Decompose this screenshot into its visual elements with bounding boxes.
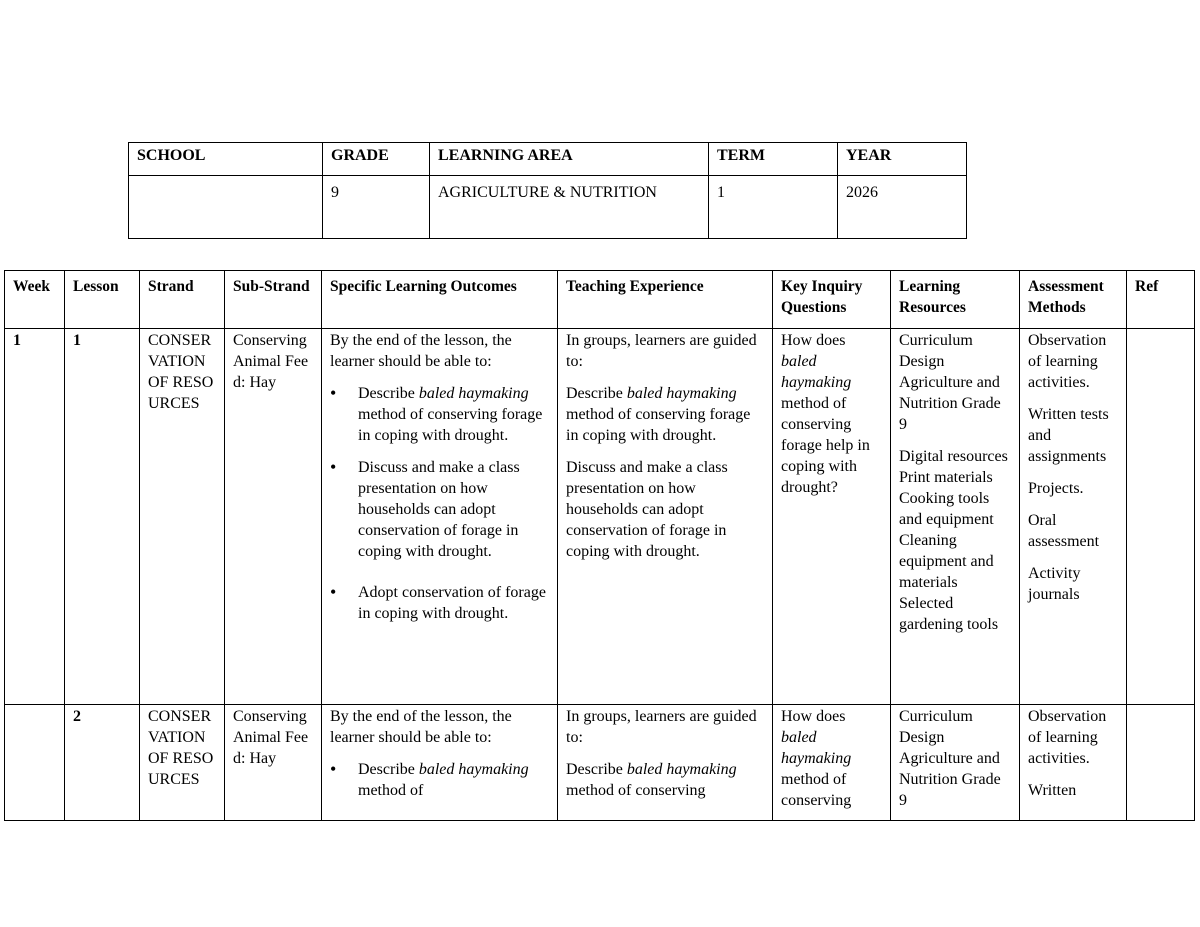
resources-item: Cleaning equipment and materials <box>899 532 994 591</box>
year-value: 2026 <box>838 176 967 239</box>
experience-item: Discuss and make a class presentation on how households can adopt conservation of forage in coping with drought. <box>566 459 728 560</box>
resources-cell <box>891 705 1020 821</box>
resources-text: Curriculum Design Agriculture and Nutrition Grade 9 <box>899 708 1001 809</box>
week-cell: 1 <box>5 329 65 705</box>
experience-intro: In groups, learners are guided to: <box>566 332 757 370</box>
school-label: SCHOOL <box>129 143 323 176</box>
list-item: • Discuss and make a class presentation on how households can adopt conservation of forage in coping with drought. <box>330 457 549 562</box>
col-week: Week <box>5 271 65 329</box>
school-value <box>129 176 323 239</box>
outcomes-intro: By the end of the lesson, the learner should be able to: <box>330 332 512 370</box>
sub-strand-cell: Conserving Animal Feed: Hay <box>225 329 322 705</box>
lesson-cell: 2 <box>65 705 140 821</box>
learning-area-label: LEARNING AREA <box>430 143 709 176</box>
col-sub-strand: Sub-Strand <box>225 271 322 329</box>
table-row <box>5 329 1195 705</box>
assessment-item: Projects. <box>1028 480 1084 497</box>
table-row <box>5 705 1195 821</box>
col-outcomes: Specific Learning Outcomes <box>322 271 558 329</box>
questions-cell: How does baled haymaking method of conserving forage help in coping with drought? <box>773 329 891 705</box>
experience-item: Describe baled haymaking method of conserving <box>566 761 737 799</box>
assessment-item: Written <box>1028 782 1077 799</box>
experience-cell <box>558 329 773 705</box>
scheme-header-row <box>5 271 1195 329</box>
resources-item: Print materials <box>899 469 993 486</box>
outcomes-cell <box>322 705 558 821</box>
outcomes-cell <box>322 329 558 705</box>
week-cell <box>5 705 65 821</box>
resources-item: Selected gardening tools <box>899 595 999 633</box>
year-label: YEAR <box>838 143 967 176</box>
col-experience: Teaching Experience <box>558 271 773 329</box>
col-resources: Learning Resources <box>891 271 1020 329</box>
col-assessment: Assessment Methods <box>1020 271 1127 329</box>
header-value-row <box>129 176 967 239</box>
col-questions: Key Inquiry Questions <box>773 271 891 329</box>
questions-cell: How does baled haymaking method of conserving <box>773 705 891 821</box>
assessment-cell <box>1020 705 1127 821</box>
experience-cell <box>558 705 773 821</box>
assessment-cell <box>1020 329 1127 705</box>
learning-area-value: AGRICULTURE & NUTRITION <box>430 176 709 239</box>
list-item: • Describe baled haymaking method of conserving forage in coping with drought. <box>330 383 549 446</box>
experience-intro: In groups, learners are guided to: <box>566 708 757 746</box>
term-value: 1 <box>709 176 838 239</box>
term-label: TERM <box>709 143 838 176</box>
ref-cell <box>1127 705 1195 821</box>
lesson-cell: 1 <box>65 329 140 705</box>
ref-cell <box>1127 329 1195 705</box>
resources-item: Digital resources <box>899 448 1008 465</box>
outcomes-list <box>330 759 549 801</box>
outcomes-intro: By the end of the lesson, the learner should be able to: <box>330 708 512 746</box>
experience-item: Describe baled haymaking method of conserving forage in coping with drought. <box>566 385 751 444</box>
resources-cell <box>891 329 1020 705</box>
list-item: • Adopt conservation of forage in coping with drought. <box>330 582 549 624</box>
assessment-item: Observation of learning activities. <box>1028 708 1107 767</box>
grade-label: GRADE <box>323 143 430 176</box>
col-ref: Ref <box>1127 271 1195 329</box>
header-label-row <box>129 143 967 176</box>
grade-value: 9 <box>323 176 430 239</box>
resources-item: Cooking tools and equipment <box>899 490 994 528</box>
col-strand: Strand <box>140 271 225 329</box>
sub-strand-cell: Conserving Animal Feed: Hay <box>225 705 322 821</box>
list-item: • Describe baled haymaking method of <box>330 759 549 801</box>
resources-text: Curriculum Design Agriculture and Nutrition Grade 9 <box>899 332 1001 433</box>
assessment-item: Written tests and assignments <box>1028 406 1109 465</box>
assessment-item: Activity journals <box>1028 565 1081 603</box>
scheme-of-work-table <box>4 270 1195 821</box>
col-lesson: Lesson <box>65 271 140 329</box>
header-info-table <box>128 142 967 239</box>
strand-cell: CONSERVATION OF RESOURCES <box>140 705 225 821</box>
outcomes-list <box>330 383 549 624</box>
assessment-item: Observation of learning activities. <box>1028 332 1107 391</box>
strand-cell: CONSERVATION OF RESOURCES <box>140 329 225 705</box>
assessment-item: Oral assessment <box>1028 512 1100 550</box>
